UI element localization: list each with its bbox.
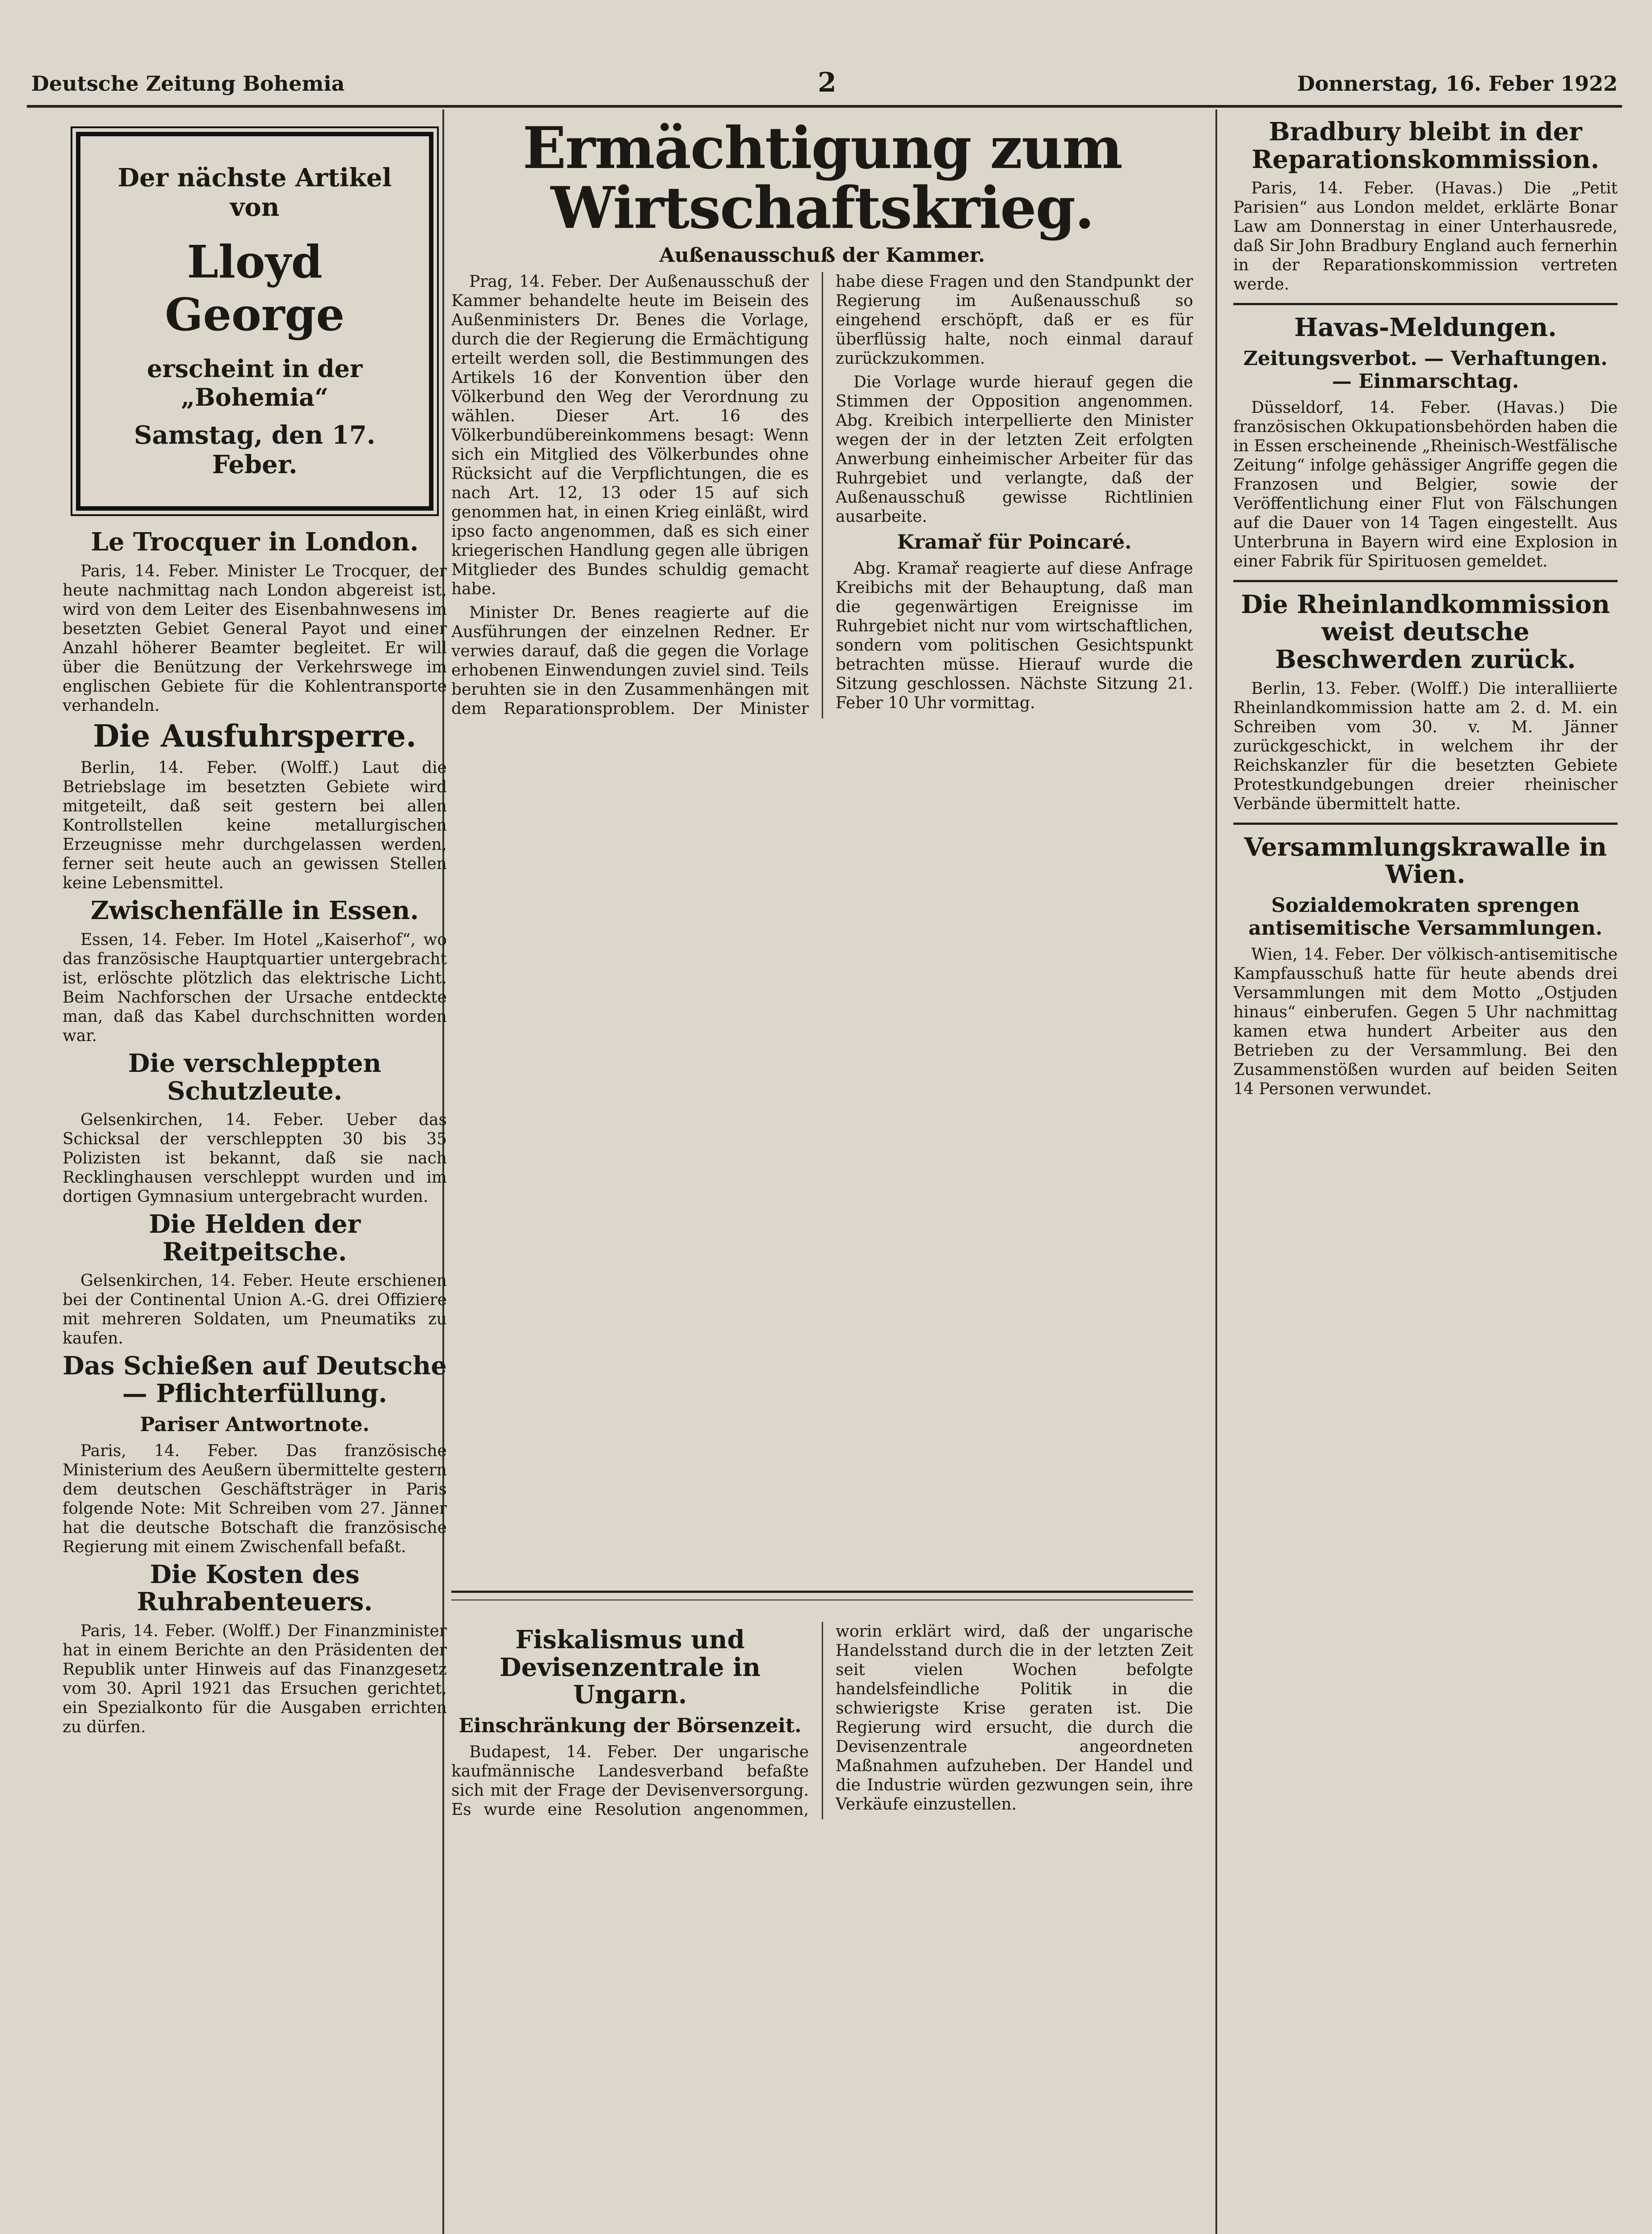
- promo-line3: erscheint in der „Bohemia“: [147, 354, 363, 412]
- article-title: Die Ausfuhrsperre.: [93, 718, 416, 754]
- story-paragraph: Minister Dr. Benes reagierte auf die Ausführungen der einzelnen Redner. Er verwies darauf, daß die gegen die Vorlage erhobenen Einwendungen zuviel sind. Teils beruhten sie in den Zusammenhängen mit dem Reparationsproblem. Der Minister habe diese Fragen und den Standpunkt der Regierung im Außenausschuß so eingehend erschöpft, daß er es für überflüssig halte, noch einmal darauf zurückzukommen.: [451, 272, 1193, 718]
- article-title: Fiskalismus und Devisenzentrale in Ungarn.: [499, 1625, 761, 1710]
- article-body: Paris, 14. Feber. (Wolff.) Der Finanzminister hat in einem Berichte an den Präsidenten der Republik unter Hinweis auf das Finanzgesetz vom 30. April 1921 das Ersuchen gerichtet, ein Spezialkonto für die Ausgaben errichten zu dürfen.: [63, 1621, 447, 1736]
- article-body: Paris, 14. Feber. Das französische Ministerium des Aeußern übermittelte gestern dem deutschen Geschäftsträger in Paris folgende Note: Mit Schreiben vom 27. Jänner hat die deutsche Botschaft die französische Regierung mit einem Zwischenfall befaßt.: [63, 1441, 447, 1556]
- center-column: [451, 114, 1193, 1611]
- story-paragraph: Abg. Kramař reagierte auf diese Anfrage Kreibichs mit der Behauptung, daß man die gegenwärtigen Ereignisse im Ruhrgebiet nicht nur vom wirtschaftlichen, sondern vom politischen Gesichtspunkt betrachten müsse. Hierauf wurde die Sitzung geschlossen. Nächste Sitzung 21. Feber 10 Uhr vormittag.: [836, 559, 1193, 712]
- main-headline: Ermächtigung zum Wirtschaftskrieg.: [522, 115, 1122, 242]
- article-body: Gelsenkirchen, 14. Feber. Ueber das Schicksal der verschleppten 30 bis 35 Polizisten ist bekannt, daß sie nach Recklinghausen verschleppt wurden und im dortigen Gymnasium untergebracht wurden.: [63, 1111, 447, 1206]
- article-subtitle: Zeitungsverbot. — Verhaftungen. — Einmarschtag.: [1243, 347, 1608, 393]
- page-number: 2: [818, 67, 837, 98]
- article-body: Paris, 14. Feber. (Havas.) Die „Petit Parisien“ aus London meldet, erklärte Bonar Law am Donnerstag in einer Unterhausrede, daß Sir John Bradbury England auch fernerhin in der Reparationskommission vertreten werde.: [1233, 179, 1618, 294]
- promo-line1: Der nächste Artikel von: [118, 163, 392, 222]
- promo-author: Lloyd George: [165, 235, 345, 341]
- article-body: Berlin, 13. Feber. (Wolff.) Die interalliierte Rheinlandkommission hatte am 2. d. M. ein Schreiben vom 30. v. M. Jänner zurückgeschickt, in welchem ihr der Reichskanzler für die besetzten Gebiete Protestkundgebungen dreier rheinischer Verbände übermittelt hatte.: [1233, 679, 1618, 813]
- article-title: Die Kosten des Ruhrabenteuers.: [137, 1559, 373, 1617]
- article-title: Bradbury bleibt in der Reparationskommission.: [1252, 117, 1599, 174]
- article-title: Die verschleppten Schutzleute.: [128, 1048, 382, 1106]
- main-subhead: Außenausschuß der Kammer.: [659, 244, 985, 267]
- article-title: Le Trocquer in London.: [91, 527, 419, 557]
- article-subtitle: Einschränkung der Börsenzeit.: [458, 1714, 802, 1737]
- story-paragraph: Prag, 14. Feber. Der Außenausschuß der Kammer behandelte heute im Beisein des Außenministers Dr. Benes die Vorlage, durch die der Regierung die Ermächtigung erteilt werden soll, die Bestimmungen des Artikels 16 der Konvention über den Völkerbund den Weg der Verordnung zu wählen. Dieser Art. 16 des Völkerbundübereinkommens besagt: Wenn sich ein Mitglied des Völkerbundes ohne Rücksicht auf die Verpflichtungen, die es nach Art. 12, 13 oder 15 auf sich genommen hat, in einen Krieg einläßt, wird ipso facto angenommen, daß es sich einer kriegerischen Handlung gegen alle übrigen Mitglieder des Bundes schuldig gemacht habe.: [451, 272, 809, 598]
- promo-date: Samstag, den 17. Feber.: [134, 420, 376, 479]
- divider: [1233, 580, 1618, 582]
- article-title: Zwischenfälle in Essen.: [90, 896, 419, 926]
- article-title: Versammlungskrawalle in Wien.: [1244, 832, 1607, 890]
- article-title: Havas-Meldungen.: [1294, 313, 1557, 343]
- story-paragraph: Die Vorlage wurde hierauf gegen die Stimmen der Opposition angenommen. Abg. Kreibich interpellierte den Minister wegen der in der letzten Zeit erfolgten Anwerbung einheimischer Arbeiter für das Ruhrgebiet und verlangte, daß der Außenausschuß gewisse Richtlinien ausarbeite.: [836, 373, 1193, 526]
- center-lower-article: [451, 1622, 1193, 2234]
- running-head: [31, 63, 1618, 103]
- top-rule: [27, 105, 1622, 108]
- article-subtitle: Sozialdemokraten sprengen antisemitische Versammlungen.: [1248, 894, 1602, 940]
- right-column: [1233, 114, 1618, 2234]
- article-body: Budapest, 14. Feber. Der ungarische kaufmännische Landesverband befaßte sich mit der Frage der Devisenversorgung. Es wurde eine Resolution angenommen, worin erklärt wird, daß der ungarische Handelsstand durch die in der letzten Zeit seit vielen Wochen befolgte handelsfeindliche Politik in die schwierigste Krise geraten ist. Die Regierung wird ersucht, die durch die Devisenzentrale angeordneten Maßnahmen aufzuheben. Der Handel und die Industrie würden gezwungen sein, ihre Verkäufe einzustellen.: [451, 1622, 1193, 1819]
- article-body: Düsseldorf, 14. Feber. (Havas.) Die französischen Okkupationsbehörden haben die in Essen erscheinende „Rheinisch-Westfälische Zeitung“ infolge gehässiger Angriffe gegen die Franzosen und Belgier, sowie der Veröffentlichung einer Flut von Fälschungen auf die Dauer von 14 Tagen eingestellt. Aus Unterbruna in Bayern wird eine Explosion in einer Fabrik für Spirituosen gemeldet.: [1233, 398, 1618, 571]
- left-column: [63, 114, 447, 2234]
- article-body: Berlin, 14. Feber. (Wolff.) Laut die Betriebslage im besetzten Gebiete wird mitgeteilt, daß seit gestern bei allen Kontrollstellen keine metallurgischen Erzeugnisse mehr durchgelassen werden, ferner seit heute auch an gewissen Stellen keine Lebensmittel.: [63, 759, 447, 893]
- section-heading: Kramař für Poincaré.: [897, 530, 1132, 554]
- article-title: Die Helden der Reitpeitsche.: [148, 1209, 361, 1267]
- article-subtitle: Pariser Antwortnote.: [140, 1413, 370, 1436]
- issue-date: Donnerstag, 16. Feber 1922: [1297, 71, 1618, 96]
- article-body: Gelsenkirchen, 14. Feber. Heute erschienen bei der Continental Union A.-G. drei Offiziere mit mehreren Soldaten, um Pneumatiks zu kaufen.: [63, 1272, 447, 1348]
- promo-box: [76, 132, 433, 511]
- column-rule-right: [1215, 109, 1217, 2234]
- divider: [1233, 303, 1618, 305]
- article-body: Essen, 14. Feber. Im Hotel „Kaiserhof“, wo das französische Hauptquartier untergebracht ist, erlöschte plötzlich das elektrische Licht. Beim Nachforschen der Ursache entdeckte man, daß das Kabel durchschnitten worden war.: [63, 930, 447, 1045]
- article-title: Die Rheinlandkommission weist deutsche Beschwerden zurück.: [1241, 589, 1610, 674]
- section-rule: [451, 1591, 1193, 1593]
- article-title: Das Schießen auf Deutsche — Pflichterfüllung.: [63, 1351, 447, 1408]
- lower-article-body: [451, 1622, 1193, 1819]
- divider: [1233, 823, 1618, 825]
- article-body: Paris, 14. Feber. Minister Le Trocquer, der heute nachmittag nach London abgereist ist, wird von dem Leiter des Eisenbahnwesens im besetzten Gebiet General Payot und einer Anzahl höherer Beamter begleitet. Er will über die Benützung der Verkehrswege im englischen Gebiete für die Kohlentransporte verhandeln.: [63, 562, 447, 715]
- main-story-body: [451, 272, 1193, 718]
- article-body: Wien, 14. Feber. Der völkisch-antisemitische Kampfausschuß hatte für heute abends drei Versammlungen mit dem Motto „Ostjuden hinaus“ einberufen. Gegen 5 Uhr nachmittag kamen etwa hundert Arbeiter aus den Betrieben zu der Versammlung. Bei den Zusammenstößen wurden auf beiden Seiten 14 Personen verwundet.: [1233, 945, 1618, 1098]
- paper-name: Deutsche Zeitung Bohemia: [31, 71, 345, 96]
